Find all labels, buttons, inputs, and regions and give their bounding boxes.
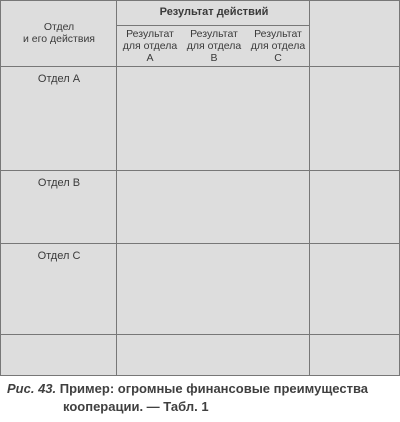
header-results-group: Результат действий [159, 6, 269, 18]
figure-caption [7, 380, 400, 416]
subheader-result-a: Результат для отдела A [122, 28, 178, 64]
caption-text-line1: Пример: огромные финансовые преимущества [56, 381, 369, 396]
divider [1, 170, 399, 171]
subheader-result-b: Результат для отдела B [186, 28, 242, 64]
header-department: Отдел и его действия [23, 21, 95, 45]
divider [117, 25, 309, 26]
divider [1, 334, 399, 335]
divider [1, 243, 399, 244]
row-label-department-c: Отдел C [37, 250, 81, 262]
row-label-department-a: Отдел A [37, 73, 81, 85]
divider [1, 66, 399, 67]
subheader-result-c: Результат для отдела C [250, 28, 306, 64]
row-label-department-b: Отдел B [37, 177, 81, 189]
figure-ref: Рис. 43. [7, 381, 57, 396]
caption-text-line2: кооперации. — Табл. 1 [63, 399, 209, 414]
